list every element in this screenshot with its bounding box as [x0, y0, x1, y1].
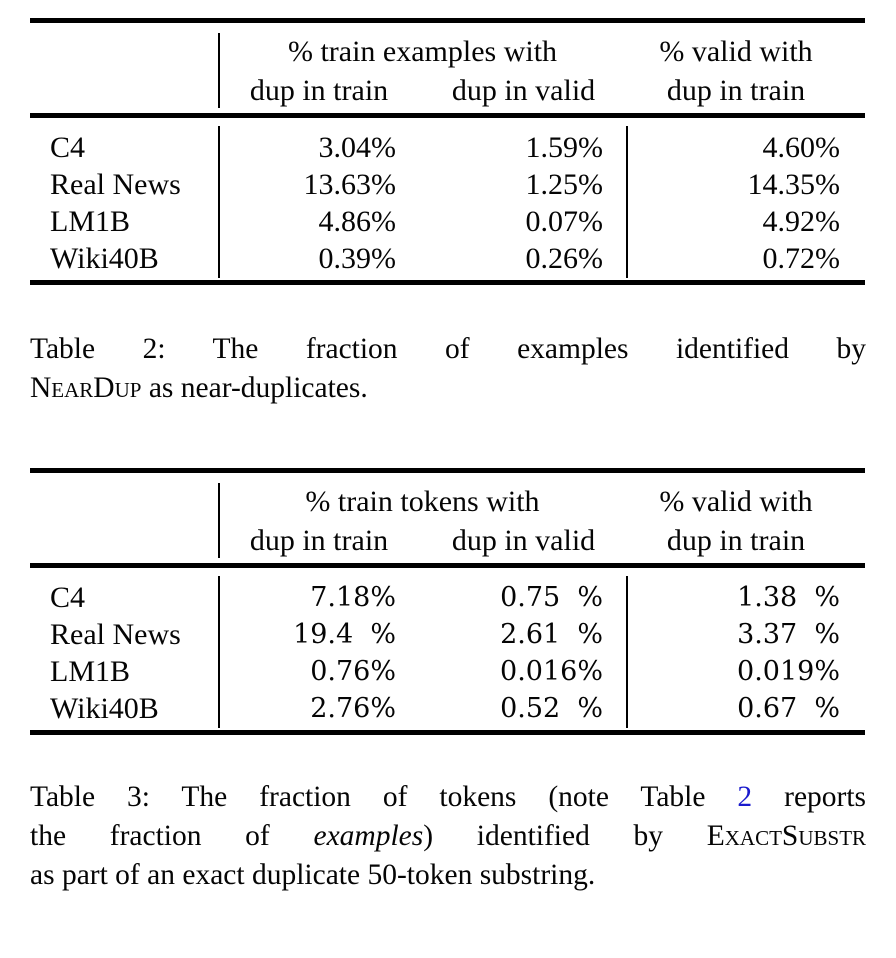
row-label-c4: C4: [50, 581, 86, 614]
cell-value: 4.86%: [318, 205, 396, 238]
neardup-smallcaps: NearDup: [30, 372, 142, 404]
row-label-wiki40b: Wiki40B: [50, 242, 159, 275]
table-2-body: [30, 118, 865, 277]
caption-text: The fraction of examples identified by: [212, 333, 866, 365]
cell-value: 13.63%: [303, 168, 396, 201]
row-label-c4: C4: [50, 131, 86, 164]
table-3-header-group: % train tokens with: [305, 485, 540, 518]
examples-italic: examples: [313, 820, 424, 852]
caption-text: as near-duplicates.: [141, 372, 368, 404]
caption-line: [30, 369, 866, 408]
row-label-wiki40b: Wiki40B: [50, 692, 159, 725]
cell-value: 4.92%: [762, 205, 840, 238]
table-3-caption: [30, 778, 866, 895]
caption-line: [30, 817, 866, 856]
table-2-top-rule: [30, 18, 865, 23]
caption-text: The fraction of tokens (note Table: [181, 781, 706, 813]
row-label-real-news: Real News: [50, 168, 181, 201]
cell-value: 4.60%: [762, 131, 840, 164]
cell-value: 2.61 %: [500, 619, 603, 650]
cell-value: 0.016%: [500, 656, 603, 687]
cell-value: 0.76%: [310, 656, 396, 687]
table-2-header-valid-line2: dup in train: [666, 74, 806, 107]
cell-value: 1.25%: [525, 168, 603, 201]
row-label-lm1b: LM1B: [50, 655, 131, 688]
caption-text: the fraction of: [30, 820, 270, 852]
cell-value: 3.37 %: [737, 619, 840, 650]
table-2-neardup-examples: [30, 18, 865, 285]
row-label-lm1b: LM1B: [50, 205, 131, 238]
table-3-bottom-rule: [30, 730, 865, 735]
table-2-header-valid-line1: % valid with: [659, 35, 813, 68]
table-3-header-dup-in-train: dup in train: [249, 524, 389, 557]
cell-value: 0.72%: [762, 242, 840, 275]
cell-value: 0.67 %: [737, 693, 840, 724]
caption-line: [30, 330, 866, 369]
cell-value: 0.75 %: [500, 582, 603, 613]
row-label-real-news: Real News: [50, 618, 181, 651]
cell-value: 3.04%: [318, 131, 396, 164]
exactsubstr-smallcaps: ExactSubstr: [706, 820, 867, 852]
cell-value: 0.39%: [318, 242, 396, 275]
table-2-header-group: % train examples with: [287, 35, 558, 68]
table-3-header-valid-line2: dup in train: [666, 524, 806, 557]
table-3-exactsubstr-tokens: [30, 468, 865, 735]
table-3-body: [30, 568, 865, 727]
cell-value: 0.07%: [525, 205, 603, 238]
table-3-header-valid-line1: % valid with: [659, 485, 813, 518]
caption-line: as part of an exact duplicate 50-token substring.: [30, 859, 596, 891]
caption-text: ) identified by: [423, 820, 664, 852]
table-3-header-dup-in-valid: dup in valid: [451, 524, 596, 557]
table-2-header-dup-in-valid: dup in valid: [451, 74, 596, 107]
caption-table-label: Table 3:: [30, 781, 150, 813]
caption-table-label: Table 2:: [30, 333, 166, 365]
table-2-bottom-rule: [30, 280, 865, 285]
table-2-header-dup-in-train: dup in train: [249, 74, 389, 107]
cell-value: 1.38 %: [737, 582, 840, 613]
caption-text: reports: [784, 781, 867, 813]
table-3-top-rule: [30, 468, 865, 473]
table-2-reference-link[interactable]: 2: [737, 781, 753, 813]
caption-line: [30, 778, 866, 817]
table-2-caption: [30, 330, 866, 408]
cell-value: 0.019%: [737, 656, 840, 687]
cell-value: 7.18%: [310, 582, 396, 613]
cell-value: 1.59%: [525, 131, 603, 164]
cell-value: 0.52 %: [500, 693, 603, 724]
cell-value: 0.26%: [525, 242, 603, 275]
cell-value: 19.4 %: [293, 619, 396, 650]
cell-value: 14.35%: [747, 168, 840, 201]
cell-value: 2.76%: [310, 693, 396, 724]
